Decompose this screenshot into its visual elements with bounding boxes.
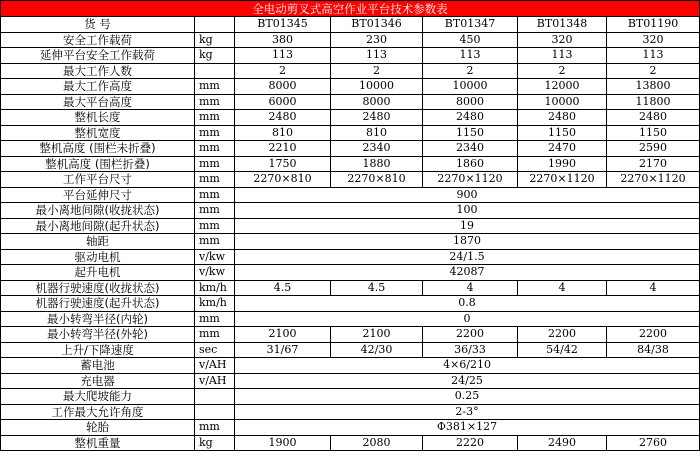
- table-row: [1, 435, 700, 451]
- row-value: 12000: [518, 79, 607, 95]
- row-value: 2480: [235, 110, 331, 126]
- row-unit: mm: [195, 420, 235, 436]
- row-label: 最小转弯半径(外轮): [1, 327, 195, 343]
- row-value: 6000: [235, 94, 331, 110]
- row-label: 工作平台尺寸: [1, 172, 195, 188]
- row-value: 31/67: [235, 342, 331, 358]
- row-value: 2100: [331, 327, 423, 343]
- row-value-span: 1870: [235, 234, 700, 250]
- row-value: 2: [235, 63, 331, 79]
- row-value: 4.5: [331, 280, 423, 296]
- table-row: [1, 218, 700, 234]
- header-row: [1, 17, 700, 33]
- title-row: [1, 1, 700, 17]
- table-row: [1, 94, 700, 110]
- row-value: 2: [518, 63, 607, 79]
- row-value: 380: [235, 32, 331, 48]
- row-value-span: 900: [235, 187, 700, 203]
- row-value-span: 100: [235, 203, 700, 219]
- row-value: 4: [518, 280, 607, 296]
- row-unit: mm: [195, 327, 235, 343]
- row-value: 2340: [423, 141, 518, 157]
- row-value: 4.5: [235, 280, 331, 296]
- row-value: 1880: [331, 156, 423, 172]
- row-value: 810: [331, 125, 423, 141]
- row-value: 450: [423, 32, 518, 48]
- row-unit: v/kw: [195, 249, 235, 265]
- row-value: 2590: [607, 141, 700, 157]
- row-value: 2760: [607, 435, 700, 451]
- row-label: 起升电机: [1, 265, 195, 281]
- row-label: 最大工作人数: [1, 63, 195, 79]
- row-value: 2200: [607, 327, 700, 343]
- row-value-span: 42087: [235, 265, 700, 281]
- row-unit: kg: [195, 435, 235, 451]
- table-row: [1, 249, 700, 265]
- row-value: 2270×810: [235, 172, 331, 188]
- row-unit: mm: [195, 141, 235, 157]
- row-label: 最小离地间隙(收拢状态): [1, 203, 195, 219]
- row-value: 2470: [518, 141, 607, 157]
- row-value-span: 2-3°: [235, 404, 700, 420]
- row-label: 最大工作高度: [1, 79, 195, 95]
- header-unit-cell: [195, 17, 235, 33]
- table-row: [1, 172, 700, 188]
- model-header: BT01346: [331, 17, 423, 33]
- row-unit: mm: [195, 79, 235, 95]
- row-value-span: 0.8: [235, 296, 700, 312]
- row-label: 机器行驶速度(收拢状态): [1, 280, 195, 296]
- row-value: 1150: [518, 125, 607, 141]
- row-value: 2340: [331, 141, 423, 157]
- row-label: 最小转弯半径(内轮): [1, 311, 195, 327]
- row-value: 2170: [607, 156, 700, 172]
- row-value: 2270×1120: [518, 172, 607, 188]
- row-value: 10000: [331, 79, 423, 95]
- row-label: 安全工作载荷: [1, 32, 195, 48]
- row-label: 轮胎: [1, 420, 195, 436]
- table-row: [1, 296, 700, 312]
- table-row: [1, 203, 700, 219]
- row-value: 320: [518, 32, 607, 48]
- row-value: 2220: [423, 435, 518, 451]
- row-value: 113: [423, 48, 518, 64]
- row-value-span: Φ381×127: [235, 420, 700, 436]
- row-label: 延伸平台安全工作载荷: [1, 48, 195, 64]
- row-label: 整机高度 (围栏折叠): [1, 156, 195, 172]
- row-value: 1990: [518, 156, 607, 172]
- row-value-span: 0.25: [235, 389, 700, 405]
- row-value: 2480: [518, 110, 607, 126]
- row-label: 驱动电机: [1, 249, 195, 265]
- row-value: 10000: [518, 94, 607, 110]
- row-label: 充电器: [1, 373, 195, 389]
- table-row: [1, 156, 700, 172]
- row-value: 113: [607, 48, 700, 64]
- row-value: 1150: [423, 125, 518, 141]
- row-value: 2100: [235, 327, 331, 343]
- row-label: 平台延伸尺寸: [1, 187, 195, 203]
- table-row: [1, 327, 700, 343]
- row-value: 810: [235, 125, 331, 141]
- table-row: [1, 141, 700, 157]
- row-value: 2480: [607, 110, 700, 126]
- row-unit: km/h: [195, 280, 235, 296]
- row-value: 2080: [331, 435, 423, 451]
- row-value: 54/42: [518, 342, 607, 358]
- row-value: 2490: [518, 435, 607, 451]
- table-row: [1, 125, 700, 141]
- row-unit: v/kw: [195, 265, 235, 281]
- row-unit: mm: [195, 94, 235, 110]
- row-value: 36/33: [423, 342, 518, 358]
- row-value: 8000: [331, 94, 423, 110]
- row-label: 机器行驶速度(起升状态): [1, 296, 195, 312]
- table-row: [1, 311, 700, 327]
- row-value: 230: [331, 32, 423, 48]
- row-label: 整机重量: [1, 435, 195, 451]
- table-row: [1, 79, 700, 95]
- row-unit: kg: [195, 32, 235, 48]
- table-row: [1, 280, 700, 296]
- row-label: 最大爬坡能力: [1, 389, 195, 405]
- row-value: 2210: [235, 141, 331, 157]
- model-header: BT01348: [518, 17, 607, 33]
- row-value-span: 24/1.5: [235, 249, 700, 265]
- row-label: 整机高度 (围栏未折叠): [1, 141, 195, 157]
- row-value-span: 4×6/210: [235, 358, 700, 374]
- row-value-span: 0: [235, 311, 700, 327]
- table-row: [1, 265, 700, 281]
- model-header: BT01345: [235, 17, 331, 33]
- row-value: 4: [607, 280, 700, 296]
- row-value-span: 19: [235, 218, 700, 234]
- row-value: 1860: [423, 156, 518, 172]
- row-value: 2480: [423, 110, 518, 126]
- row-value: 2: [607, 63, 700, 79]
- row-value: 2200: [423, 327, 518, 343]
- row-label: 工作最大允许角度: [1, 404, 195, 420]
- table-row: [1, 389, 700, 405]
- row-unit: v/AH: [195, 373, 235, 389]
- row-value: 42/30: [331, 342, 423, 358]
- row-value: 2270×1120: [607, 172, 700, 188]
- row-unit: mm: [195, 172, 235, 188]
- row-value: 113: [331, 48, 423, 64]
- table-row: [1, 373, 700, 389]
- row-label: 整机宽度: [1, 125, 195, 141]
- row-value: 320: [607, 32, 700, 48]
- row-unit: mm: [195, 110, 235, 126]
- row-label: 轴距: [1, 234, 195, 250]
- row-unit: mm: [195, 311, 235, 327]
- row-value: 13800: [607, 79, 700, 95]
- row-unit: [195, 389, 235, 405]
- table-title: 全电动剪叉式高空作业平台技术参数表: [1, 1, 700, 17]
- row-value: 2480: [331, 110, 423, 126]
- row-unit: kg: [195, 48, 235, 64]
- row-label: 上升/下降速度: [1, 342, 195, 358]
- row-unit: mm: [195, 218, 235, 234]
- row-value: 84/38: [607, 342, 700, 358]
- row-value: 4: [423, 280, 518, 296]
- row-unit: mm: [195, 234, 235, 250]
- row-label: 最小离地间隙(起升状态): [1, 218, 195, 234]
- row-unit: [195, 63, 235, 79]
- model-header: BT01347: [423, 17, 518, 33]
- model-header: BT01190: [607, 17, 700, 33]
- row-label: 最大平台高度: [1, 94, 195, 110]
- table-row: [1, 420, 700, 436]
- row-value: 1150: [607, 125, 700, 141]
- row-unit: mm: [195, 156, 235, 172]
- row-value: 2: [331, 63, 423, 79]
- row-value: 113: [518, 48, 607, 64]
- row-value: 2200: [518, 327, 607, 343]
- row-value: 2270×1120: [423, 172, 518, 188]
- row-value: 2270×810: [331, 172, 423, 188]
- row-value: 11800: [607, 94, 700, 110]
- table-row: [1, 404, 700, 420]
- row-unit: mm: [195, 125, 235, 141]
- table-row: [1, 32, 700, 48]
- table-row: [1, 234, 700, 250]
- row-value: 8000: [423, 94, 518, 110]
- row-label: 整机长度: [1, 110, 195, 126]
- row-unit: sec: [195, 342, 235, 358]
- table-row: [1, 110, 700, 126]
- table-row: [1, 48, 700, 64]
- row-unit: v/AH: [195, 358, 235, 374]
- table-row: [1, 187, 700, 203]
- header-label: 货 号: [1, 17, 195, 33]
- row-value: 2: [423, 63, 518, 79]
- row-value: 10000: [423, 79, 518, 95]
- row-value-span: 24/25: [235, 373, 700, 389]
- table-row: [1, 342, 700, 358]
- row-unit: [195, 404, 235, 420]
- row-unit: km/h: [195, 296, 235, 312]
- row-unit: mm: [195, 187, 235, 203]
- row-value: 113: [235, 48, 331, 64]
- row-value: 1900: [235, 435, 331, 451]
- row-value: 1750: [235, 156, 331, 172]
- row-label: 蓄电池: [1, 358, 195, 374]
- row-value: 8000: [235, 79, 331, 95]
- row-unit: mm: [195, 203, 235, 219]
- table-row: [1, 358, 700, 374]
- table-row: [1, 63, 700, 79]
